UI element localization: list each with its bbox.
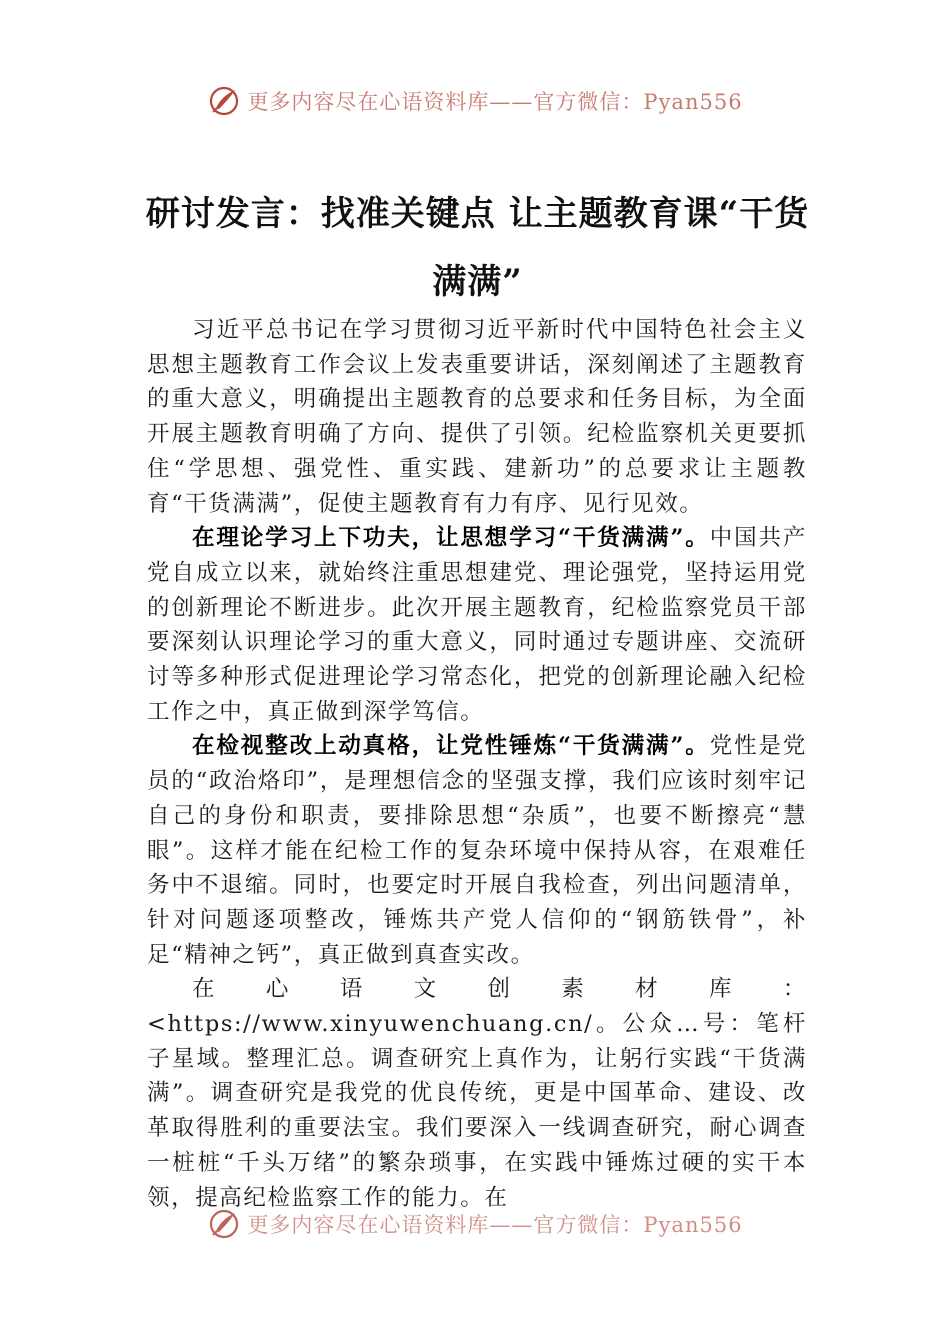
paragraph-heading: 在检视整改上动真格，让党性锤炼“干货满满”。	[192, 733, 710, 760]
paragraph	[147, 729, 807, 972]
paragraph-text: 习近平总书记在学习贯彻习近平新时代中国特色社会主义思想主题教育工作会议上发表重要讲话，深刻阐述了主题教育的重大意义，明确提出主题教育的总要求和任务目标，为全面开展主题教育明确了方向、提供了引领。纪检监察机关更要抓住“学思想、强党性、重实践、建新功”的总要求让主题教育“干货满满”，促使主题教育有力有序、见行见效。	[147, 317, 807, 517]
paragraph	[147, 972, 807, 1215]
paragraph	[147, 313, 807, 521]
document-body	[147, 313, 807, 1215]
watermark-text: 更多内容尽在心语资料库——官方微信：Pyan556	[247, 90, 743, 114]
paragraph-text: 党性是党员的“政治烙印”，是理想信念的坚强支撑，我们应该时刻牢记自己的身份和职责，要排除思想“杂质”，也要不断擦亮“慧眼”。这样才能在纪检工作的复杂环境中保持从容，在艰难任务中不退缩。同时，也要定时开展自我检查，列出问题清单，针对问题逐项整改，锤炼共产党人信仰的“钢筋铁骨”，补足“精神之钙”，真正做到真查实改。	[147, 733, 807, 968]
watermark-text: 更多内容尽在心语资料库——官方微信：Pyan556	[247, 1213, 743, 1237]
document-title: 研讨发言：找准关键点 让主题教育课“干货满满”	[145, 194, 810, 302]
paragraph-text: 在心语文创素材库：<https://www.xinyuwenchuang.cn/。公众…号：笔杆子星域。整理汇总。调查研究上真作为，让躬行实践“干货满满”。调查研究是我党的优良传统，更是中国革命、建设、改革取得胜利的重要法宝。我们要深入一线调查研究，耐心调查一桩桩“千头万绪”的繁杂琐事，在实践中锤炼过硬的实干本领，提高纪检监察工作的能力。在	[147, 976, 807, 1211]
paragraph-heading: 在理论学习上下功夫，让思想学习“干货满满”。	[192, 525, 710, 552]
footer-watermark	[0, 1207, 950, 1241]
pen-logo-icon	[207, 1207, 241, 1241]
paragraph	[147, 521, 807, 729]
paragraph-text: 中国共产党自成立以来，就始终注重思想建党、理论强党，坚持运用党的创新理论不断进步。此次开展主题教育，纪检监察党员干部要深刻认识理论学习的重大意义，同时通过专题讲座、交流研讨等多种形式促进理论学习常态化，把党的创新理论融入纪检工作之中，真正做到深学笃信。	[147, 525, 807, 725]
